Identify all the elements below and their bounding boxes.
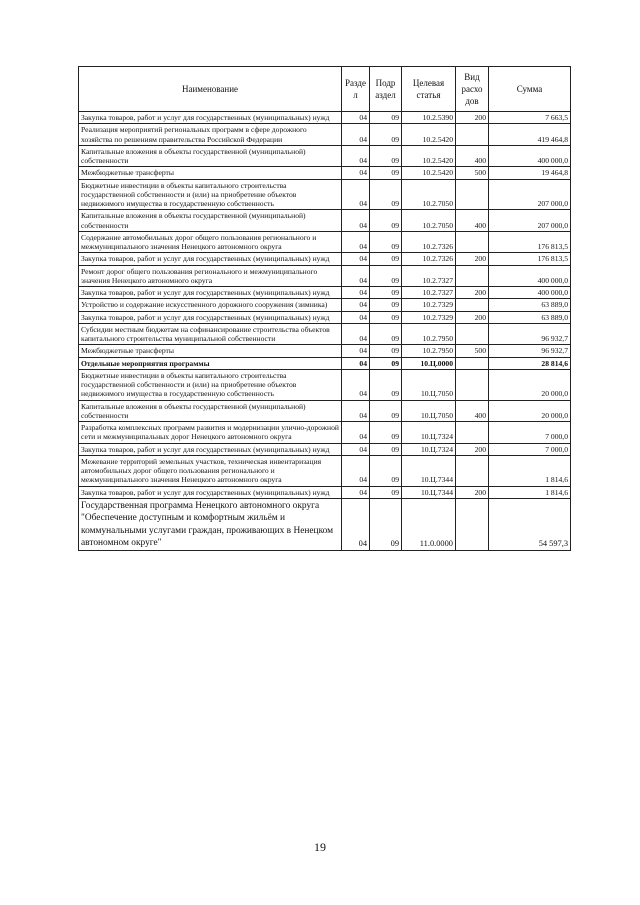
row-subsection-cell: 09 — [370, 179, 402, 210]
row-sum-cell: 28 814,6 — [489, 357, 571, 369]
row-section-cell: 04 — [342, 124, 370, 146]
table-row — [79, 498, 571, 551]
header-subsection: Подр аздел — [370, 67, 402, 112]
row-section-cell: 04 — [342, 145, 370, 167]
row-section-cell: 04 — [342, 112, 370, 124]
row-section-cell: 04 — [342, 210, 370, 232]
row-name-cell: Ремонт дорог общего пользования регионального и межмуниципального значения Ненецкого автономного округа — [79, 265, 342, 287]
row-subsection-cell: 09 — [370, 299, 402, 311]
row-sum-cell: 1 814,6 — [489, 455, 571, 486]
row-kind-cell — [456, 369, 489, 400]
row-target-cell: 10.2.7327 — [402, 265, 456, 287]
row-name-cell: Межевание территорий земельных участков, техническая инвентаризация автомобильных дорог общего пользования регионального и межмуниципального значения Ненецкого автономного округа — [79, 455, 342, 486]
row-target-cell: 10.2.7329 — [402, 311, 456, 323]
row-sum-cell: 400 000,0 — [489, 287, 571, 299]
row-name-cell: Закупка товаров, работ и услуг для государственных (муниципальных) нужд — [79, 112, 342, 124]
table-row — [79, 145, 571, 167]
row-name-cell: Закупка товаров, работ и услуг для государственных (муниципальных) нужд — [79, 287, 342, 299]
table-row — [79, 455, 571, 486]
row-name-cell: Бюджетные инвестиции в объекты капитального строительства государственной собственности и (или) на приобретение объектов недвижимого имущества в государственную собственность — [79, 179, 342, 210]
row-name-cell: Закупка товаров, работ и услуг для государственных (муниципальных) нужд — [79, 253, 342, 265]
row-name-cell: Бюджетные инвестиции в объекты капитального строительства государственной собственности и (или) на приобретение объектов недвижимого имущества в государственную собственность — [79, 369, 342, 400]
row-target-cell: 10.2.7050 — [402, 210, 456, 232]
row-kind-cell — [456, 231, 489, 253]
row-target-cell: 10.2.7950 — [402, 345, 456, 357]
row-target-cell: 10.2.7329 — [402, 299, 456, 311]
row-sum-cell: 207 000,0 — [489, 179, 571, 210]
page-number: 19 — [314, 840, 326, 854]
table-row — [79, 486, 571, 498]
row-kind-cell — [456, 422, 489, 444]
header-kind: Вид расхо дов — [456, 67, 489, 112]
row-target-cell: 10.2.5420 — [402, 145, 456, 167]
row-kind-cell: 500 — [456, 345, 489, 357]
row-name-cell: Отдельные мероприятия программы — [79, 357, 342, 369]
table-row — [79, 400, 571, 422]
table-row — [79, 210, 571, 232]
row-name-cell: Разработка комплексных программ развития и модернизации улично-дорожной сети и межмуниципальных дорог Ненецкого автономного округа — [79, 422, 342, 444]
row-name-cell: Реализация мероприятий региональных программ в сфере дорожного хозяйства по решениям правительства Российской Федерации — [79, 124, 342, 146]
row-subsection-cell: 09 — [370, 422, 402, 444]
table-row — [79, 265, 571, 287]
row-name-cell: Государственная программа Ненецкого автономного округа "Обеспечение доступным и комфортным жильём и коммунальными услугами граждан, проживающих в Ненецком автономном округе" — [79, 498, 342, 551]
row-kind-cell — [456, 265, 489, 287]
row-section-cell: 04 — [342, 369, 370, 400]
row-sum-cell: 207 000,0 — [489, 210, 571, 232]
row-subsection-cell: 09 — [370, 455, 402, 486]
row-subsection-cell: 09 — [370, 253, 402, 265]
row-section-cell: 04 — [342, 345, 370, 357]
row-kind-cell: 400 — [456, 145, 489, 167]
row-name-cell: Субсидии местным бюджетам на софинансирование строительства объектов капитального строительства муниципальной собственности — [79, 323, 342, 345]
row-section-cell: 04 — [342, 443, 370, 455]
budget-table — [78, 66, 571, 551]
row-section-cell: 04 — [342, 422, 370, 444]
row-section-cell: 04 — [342, 498, 370, 551]
row-subsection-cell: 09 — [370, 167, 402, 179]
row-sum-cell: 20 000,0 — [489, 400, 571, 422]
row-kind-cell — [456, 179, 489, 210]
row-section-cell: 04 — [342, 311, 370, 323]
row-sum-cell: 1 814,6 — [489, 486, 571, 498]
table-row — [79, 124, 571, 146]
row-sum-cell: 20 000,0 — [489, 369, 571, 400]
row-section-cell: 04 — [342, 400, 370, 422]
table-body — [79, 112, 571, 551]
row-sum-cell: 176 813,5 — [489, 231, 571, 253]
row-sum-cell: 400 000,0 — [489, 265, 571, 287]
table-row — [79, 299, 571, 311]
row-kind-cell — [456, 455, 489, 486]
row-name-cell: Закупка товаров, работ и услуг для государственных (муниципальных) нужд — [79, 443, 342, 455]
row-target-cell: 10.2.7327 — [402, 287, 456, 299]
row-section-cell: 04 — [342, 486, 370, 498]
table-row — [79, 287, 571, 299]
row-subsection-cell: 09 — [370, 112, 402, 124]
row-sum-cell: 419 464,8 — [489, 124, 571, 146]
row-name-cell: Межбюджетные трансферты — [79, 345, 342, 357]
row-section-cell: 04 — [342, 455, 370, 486]
row-kind-cell: 200 — [456, 253, 489, 265]
row-target-cell: 11.0.0000 — [402, 498, 456, 551]
row-sum-cell: 7 000,0 — [489, 443, 571, 455]
row-kind-cell: 400 — [456, 400, 489, 422]
row-name-cell: Закупка товаров, работ и услуг для государственных (муниципальных) нужд — [79, 486, 342, 498]
table-header-row — [79, 67, 571, 112]
row-kind-cell — [456, 299, 489, 311]
row-subsection-cell: 09 — [370, 231, 402, 253]
row-subsection-cell: 09 — [370, 311, 402, 323]
row-target-cell: 10.2.5420 — [402, 124, 456, 146]
header-section: Разде л — [342, 67, 370, 112]
row-subsection-cell: 09 — [370, 345, 402, 357]
row-kind-cell: 500 — [456, 167, 489, 179]
row-subsection-cell: 09 — [370, 369, 402, 400]
row-name-cell: Межбюджетные трансферты — [79, 167, 342, 179]
row-kind-cell: 200 — [456, 112, 489, 124]
row-kind-cell — [456, 124, 489, 146]
row-section-cell: 04 — [342, 299, 370, 311]
row-sum-cell: 19 464,8 — [489, 167, 571, 179]
table-row — [79, 323, 571, 345]
row-sum-cell: 63 889,0 — [489, 311, 571, 323]
row-section-cell: 04 — [342, 323, 370, 345]
row-section-cell: 04 — [342, 265, 370, 287]
table-row — [79, 443, 571, 455]
row-target-cell: 10.2.7326 — [402, 253, 456, 265]
row-name-cell: Капитальные вложения в объекты государственной (муниципальной) собственности — [79, 145, 342, 167]
row-subsection-cell: 09 — [370, 265, 402, 287]
header-sum: Сумма — [489, 67, 571, 112]
row-target-cell: 10.Ц.7050 — [402, 369, 456, 400]
table-row — [79, 357, 571, 369]
row-subsection-cell: 09 — [370, 357, 402, 369]
row-sum-cell: 176 813,5 — [489, 253, 571, 265]
row-section-cell: 04 — [342, 179, 370, 210]
row-name-cell: Закупка товаров, работ и услуг для государственных (муниципальных) нужд — [79, 311, 342, 323]
row-subsection-cell: 09 — [370, 124, 402, 146]
table-row — [79, 345, 571, 357]
row-subsection-cell: 09 — [370, 400, 402, 422]
table-row — [79, 112, 571, 124]
table-row — [79, 422, 571, 444]
row-name-cell: Капитальные вложения в объекты государственной (муниципальной) собственности — [79, 400, 342, 422]
row-section-cell: 04 — [342, 253, 370, 265]
row-sum-cell: 400 000,0 — [489, 145, 571, 167]
row-kind-cell — [456, 323, 489, 345]
row-kind-cell: 200 — [456, 443, 489, 455]
row-section-cell: 04 — [342, 231, 370, 253]
row-kind-cell: 200 — [456, 287, 489, 299]
row-kind-cell — [456, 357, 489, 369]
row-target-cell: 10.Ц.7324 — [402, 443, 456, 455]
header-name: Наименование — [79, 67, 342, 112]
row-name-cell: Содержание автомобильных дорог общего пользования регионального и межмуниципального значения Ненецкого автономного округа — [79, 231, 342, 253]
row-subsection-cell: 09 — [370, 498, 402, 551]
row-subsection-cell: 09 — [370, 323, 402, 345]
row-target-cell: 10.Ц.0000 — [402, 357, 456, 369]
table-row — [79, 179, 571, 210]
header-target: Целевая статья — [402, 67, 456, 112]
row-sum-cell: 7 000,0 — [489, 422, 571, 444]
table-row — [79, 167, 571, 179]
table-row — [79, 311, 571, 323]
row-sum-cell: 96 932,7 — [489, 345, 571, 357]
row-target-cell: 10.2.7950 — [402, 323, 456, 345]
row-target-cell: 10.Ц.7344 — [402, 455, 456, 486]
row-section-cell: 04 — [342, 357, 370, 369]
row-target-cell: 10.2.7050 — [402, 179, 456, 210]
table-row — [79, 253, 571, 265]
row-sum-cell: 96 932,7 — [489, 323, 571, 345]
row-kind-cell — [456, 498, 489, 551]
row-sum-cell: 54 597,3 — [489, 498, 571, 551]
table-row — [79, 369, 571, 400]
row-subsection-cell: 09 — [370, 443, 402, 455]
row-subsection-cell: 09 — [370, 287, 402, 299]
row-target-cell: 10.2.5420 — [402, 167, 456, 179]
row-target-cell: 10.2.7326 — [402, 231, 456, 253]
row-kind-cell: 400 — [456, 210, 489, 232]
row-sum-cell: 7 663,5 — [489, 112, 571, 124]
row-subsection-cell: 09 — [370, 210, 402, 232]
row-kind-cell: 200 — [456, 311, 489, 323]
row-sum-cell: 63 889,0 — [489, 299, 571, 311]
row-name-cell: Устройство и содержание искусственного дорожного сооружения (зимника) — [79, 299, 342, 311]
row-subsection-cell: 09 — [370, 145, 402, 167]
row-target-cell: 10.Ц.7324 — [402, 422, 456, 444]
row-section-cell: 04 — [342, 287, 370, 299]
row-section-cell: 04 — [342, 167, 370, 179]
table-row — [79, 231, 571, 253]
row-target-cell: 10.2.5390 — [402, 112, 456, 124]
row-name-cell: Капитальные вложения в объекты государственной (муниципальной) собственности — [79, 210, 342, 232]
row-target-cell: 10.Ц.7050 — [402, 400, 456, 422]
row-target-cell: 10.Ц.7344 — [402, 486, 456, 498]
row-kind-cell: 200 — [456, 486, 489, 498]
row-subsection-cell: 09 — [370, 486, 402, 498]
